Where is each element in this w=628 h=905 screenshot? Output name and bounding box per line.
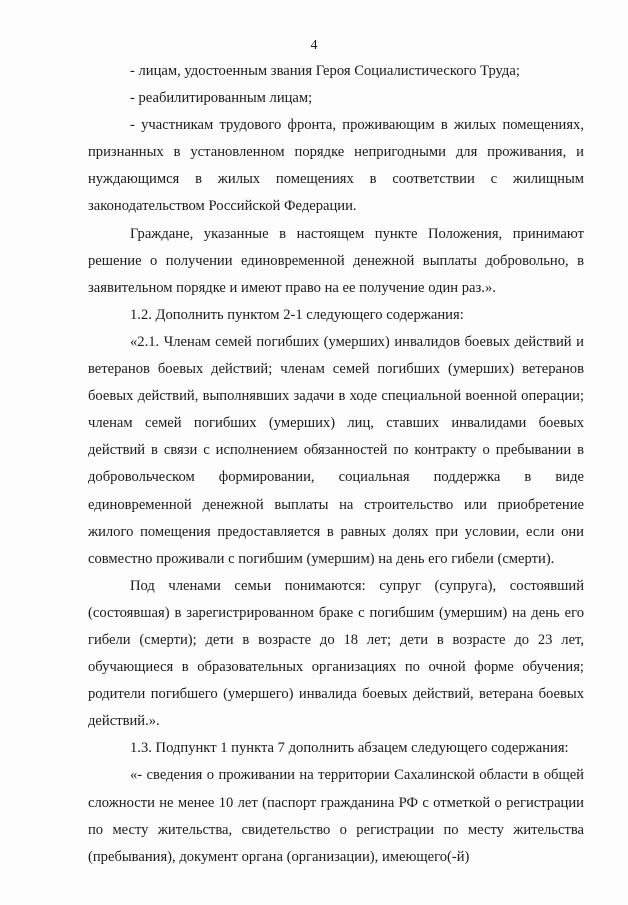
clause-1-2: 1.2. Дополнить пунктом 2-1 следующего содержания: (130, 306, 464, 323)
page-number: 4 (310, 38, 318, 53)
clause-2-1-text: «2.1. Членам семей погибших (умерших) инвалидов боевых действий и ветеранов боевых действий; членам семей погибших (умерших) ветеранов боевых действий, выполнявших задачи в ходе специальной военной операции; членам семей погибших (умерших) лиц, ставших инвалидами боевых действий в связи с исполнением обязанностей по контракту о пребывании в добровольческом формировании, социальная поддержка в виде единовременной денежной выплаты на строительство или приобретение жилого помещения предоставляется в равных долях при условии, если они совместно проживали с погибшим (умершим) на день его гибели (смерти). (88, 333, 584, 567)
paragraph-family-members: Под членами семьи понимаются: супруг (супруга), состоявший (состоявшая) в зарегистрированном браке с погибшим (умершим) на день его гибели (смерти); дети в возрасте до 18 лет; дети в возрасте до 23 лет, обучающиеся в образовательных организациях по очной форме обучения; родители погибшего (умершего) инвалида боевых действий, ветерана боевых действий.». (88, 577, 584, 730)
clause-1-3: 1.3. Подпункт 1 пункта 7 дополнить абзацем следующего содержания: (130, 740, 569, 757)
list-item-labor-front: - участникам трудового фронта, проживающим в жилых помещениях, признанных в установленном порядке непригодными для проживания, и нуждающимся в жилых помещениях в соответствии с жилищным законодательством Российской Федерации. (88, 117, 584, 215)
paragraph-residence-info: «- сведения о проживании на территории Сахалинской области в общей сложности не менее 10 лет (паспорт гражданина РФ с отметкой о регистрации по месту жительства, свидетельство о регистрации по месту жительства (пребывания), документ органа (организации), имеющего(-й) (88, 767, 584, 865)
list-item-hero-labor: - лицам, удостоенным звания Героя Социалистического Труда; (130, 63, 520, 79)
document-body (88, 58, 584, 871)
paragraph-citizens-decision: Граждане, указанные в настоящем пункте Положения, принимают решение о получении единовременной денежной выплаты добровольно, в заявительном порядке и имеют право на ее получение один раз.». (88, 225, 584, 296)
list-item-rehabilitated: - реабилитированным лицам; (130, 90, 313, 107)
